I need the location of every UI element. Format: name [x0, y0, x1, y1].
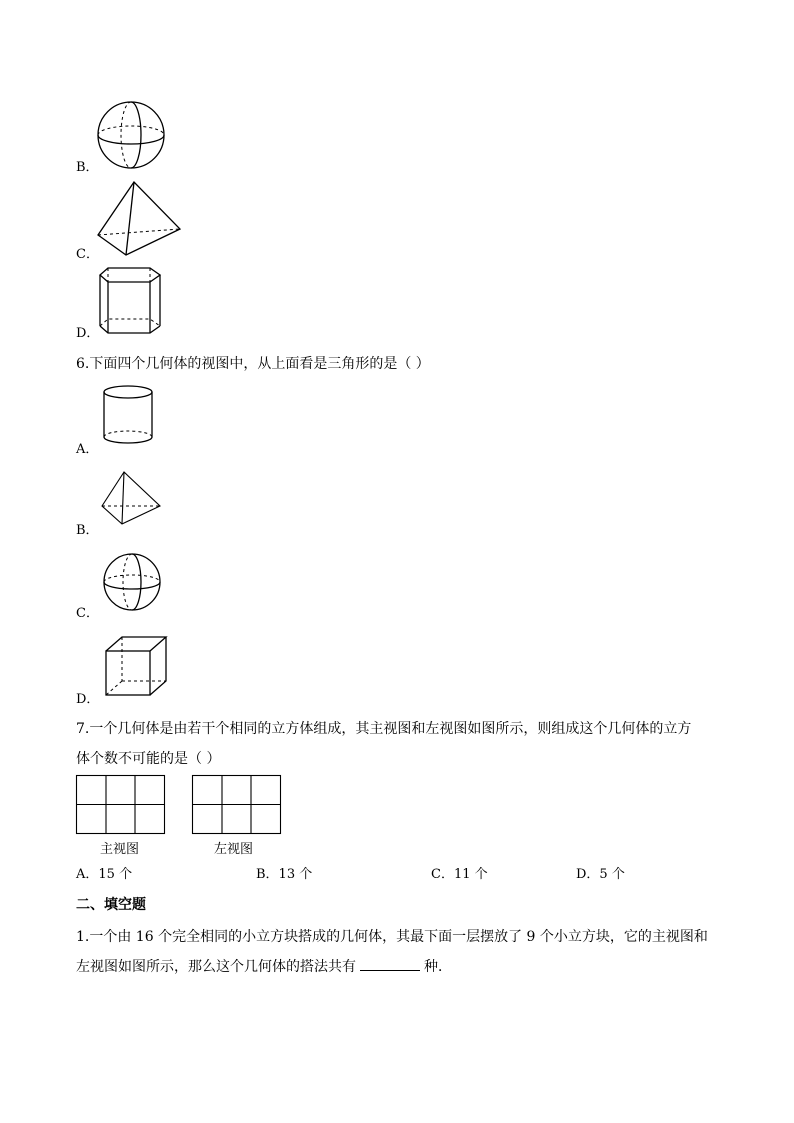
q6-option-b-label: B．: [76, 523, 99, 538]
q5-option-b-label: B．: [76, 160, 99, 175]
left-view-grid: [192, 775, 282, 835]
question-7-line1: 7.一个几何体是由若干个相同的立方体组成，其主视图和左视图如图所示，则组成这个几何体的立方: [76, 721, 692, 737]
q5-option-d-label: D．: [76, 326, 100, 341]
tetrahedron-figure: [96, 180, 186, 260]
pyramid-figure: [100, 470, 164, 528]
q7-option-a: A．15 个: [76, 867, 133, 882]
cube-figure: [104, 635, 168, 697]
cylinder-figure: [102, 385, 154, 447]
question-6-text: 6.下面四个几何体的视图中，从上面看是三角形的是（ ）: [76, 356, 430, 372]
sphere-figure-small: [102, 553, 162, 613]
q6-option-c-label: C．: [76, 606, 99, 621]
section-2-title: 二、填空题: [76, 897, 146, 913]
q7-option-c: C．11 个: [431, 867, 488, 882]
fill-question-1-line2: [76, 956, 452, 976]
sphere-figure: [96, 102, 170, 172]
q6-option-d-label: D．: [76, 692, 100, 707]
fill-question-1-line1: 1.一个由 16 个完全相同的小立方块搭成的几何体，其最下面一层摆放了 9 个小立方块，它的主视图和: [76, 929, 708, 945]
front-view-caption: 主视图: [100, 842, 140, 857]
left-view-caption: 左视图: [214, 842, 254, 857]
q5-option-c-label: C．: [76, 247, 99, 262]
front-view-grid: [76, 775, 166, 835]
answer-blank[interactable]: [360, 958, 420, 971]
question-7-line2: 体个数不可能的是（ ）: [76, 751, 221, 767]
q6-option-a-label: A．: [76, 442, 99, 457]
hexagonal-prism-figure: [98, 266, 164, 336]
fill-question-1-line2-text: 左视图如图所示，那么这个几何体的搭法共有: [76, 959, 356, 975]
fill-question-1-line2-end: 种．: [424, 959, 452, 975]
q7-option-d: D．5 个: [576, 867, 625, 882]
q7-option-b: B．13 个: [256, 867, 313, 882]
